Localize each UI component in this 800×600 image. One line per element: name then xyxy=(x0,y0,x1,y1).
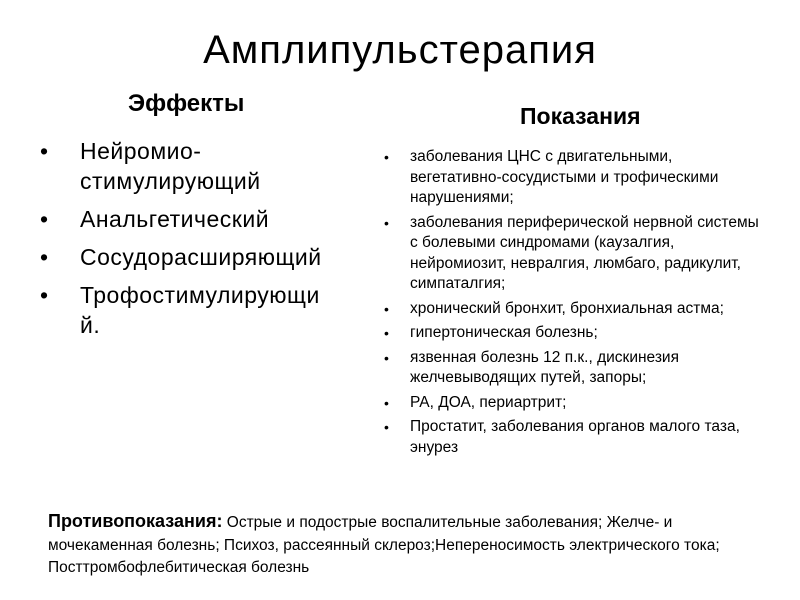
indication-text: заболевания периферической нервной системы с болевыми синдромами (каузалгия, нейромиозит, невралгия, люмбаго, радикулит, симпаталгия; xyxy=(410,213,759,292)
bullet-icon: • xyxy=(384,419,389,435)
indications-list-item xyxy=(380,147,765,209)
slide-title: Амплипульстерапия xyxy=(203,28,597,72)
contraindications-text: Острые и подострые воспалительные заболевания; Желче- и мочекаменная болезнь; Психоз, рассеянный склероз;Непереносимость электрического тока; Посттромбофлебитическая болезнь xyxy=(48,514,720,576)
indications-list-item xyxy=(380,299,765,320)
bullet-icon: • xyxy=(384,149,389,165)
indication-text: Простатит, заболевания органов малого таза, энурез xyxy=(410,418,740,456)
bullet-icon: • xyxy=(40,244,49,270)
indications-list-item xyxy=(380,213,765,295)
indications-list-item xyxy=(380,323,765,344)
bullet-icon: • xyxy=(384,300,389,317)
effects-list-item xyxy=(40,242,390,272)
indications-list xyxy=(380,147,765,462)
effects-heading: Эффекты xyxy=(128,90,245,117)
bullet-icon: • xyxy=(384,325,389,341)
indications-heading: Показания xyxy=(520,103,641,129)
effect-label: Сосудорасширяющий xyxy=(80,244,322,270)
effects-list xyxy=(40,136,390,348)
effects-list-item xyxy=(40,280,390,340)
indication-text: язвенная болезнь 12 п.к., дискинезия желчевыводящих путей, запоры; xyxy=(410,348,679,386)
indications-list-item xyxy=(380,348,765,389)
indication-text: гипертоническая болезнь; xyxy=(410,324,598,341)
bullet-icon: • xyxy=(384,394,389,411)
indications-list-item xyxy=(380,393,765,414)
effect-label: Нейромио- стимулирующий xyxy=(80,138,261,194)
bullet-icon: • xyxy=(40,138,49,164)
contraindications xyxy=(48,510,768,580)
indication-text: РА, ДОА, периартрит; xyxy=(410,393,567,411)
indication-text: хронический бронхит, бронхиальная астма; xyxy=(410,299,724,317)
bullet-icon: • xyxy=(384,214,389,231)
indications-list-item xyxy=(380,417,765,458)
bullet-icon: • xyxy=(40,206,49,232)
effect-label: Трофостимулирующи й. xyxy=(80,282,320,338)
bullet-icon: • xyxy=(40,282,49,308)
effects-list-item xyxy=(40,204,390,234)
contraindications-label: Противопоказания: xyxy=(48,511,223,531)
bullet-icon: • xyxy=(384,349,389,366)
effect-label: Анальгетический xyxy=(80,206,270,232)
indication-text: заболевания ЦНС с двигательными, вегетативно-сосудистыми и трофическими нарушениями; xyxy=(410,148,719,206)
effects-list-item xyxy=(40,136,390,196)
